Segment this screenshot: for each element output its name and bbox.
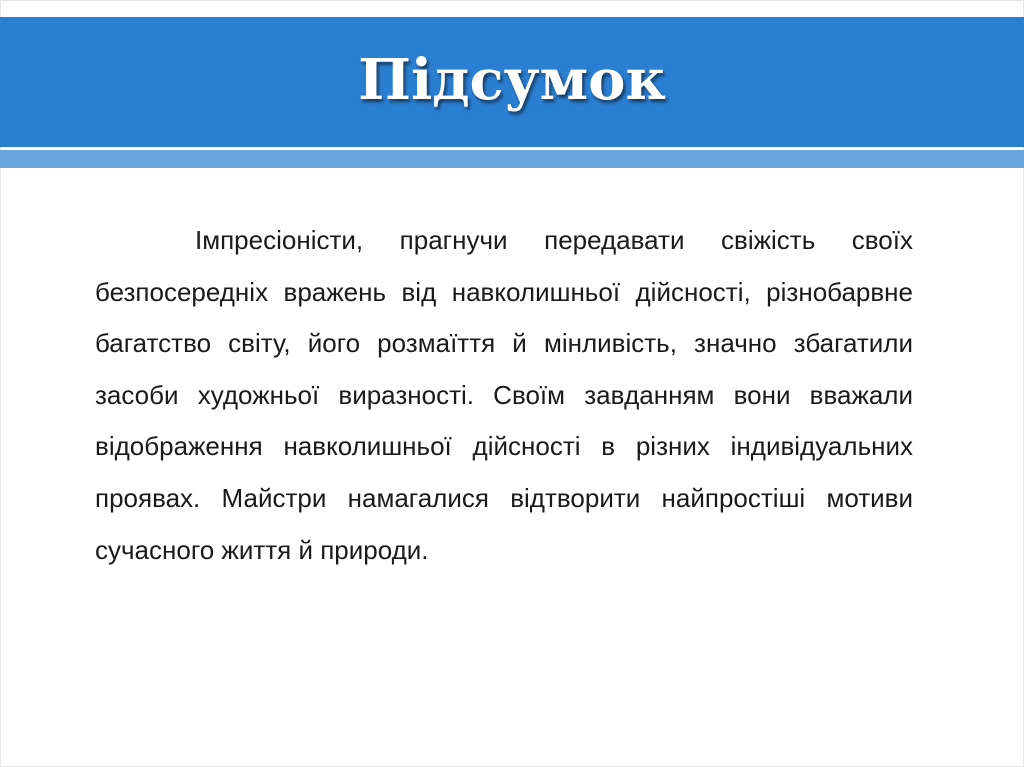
title-accent-stripe	[0, 150, 1024, 168]
title-bar	[0, 17, 1024, 147]
slide-title: Підсумок	[358, 47, 666, 113]
slide-body-text: Імпресіоністи, прагнучи передавати свіжість своїх безпосередніх вражень від навколишньої дійсності, різнобарвне багатство світу, його розмаїття й мінливість, значно збагатили засоби художньої виразності. Своїм завданням вони вважали відображення навколишньої дійсності в різних індивідуальних проявах. Майстри намагалися відтворити найпростіші мотиви сучасного життя й природи.	[95, 225, 913, 565]
